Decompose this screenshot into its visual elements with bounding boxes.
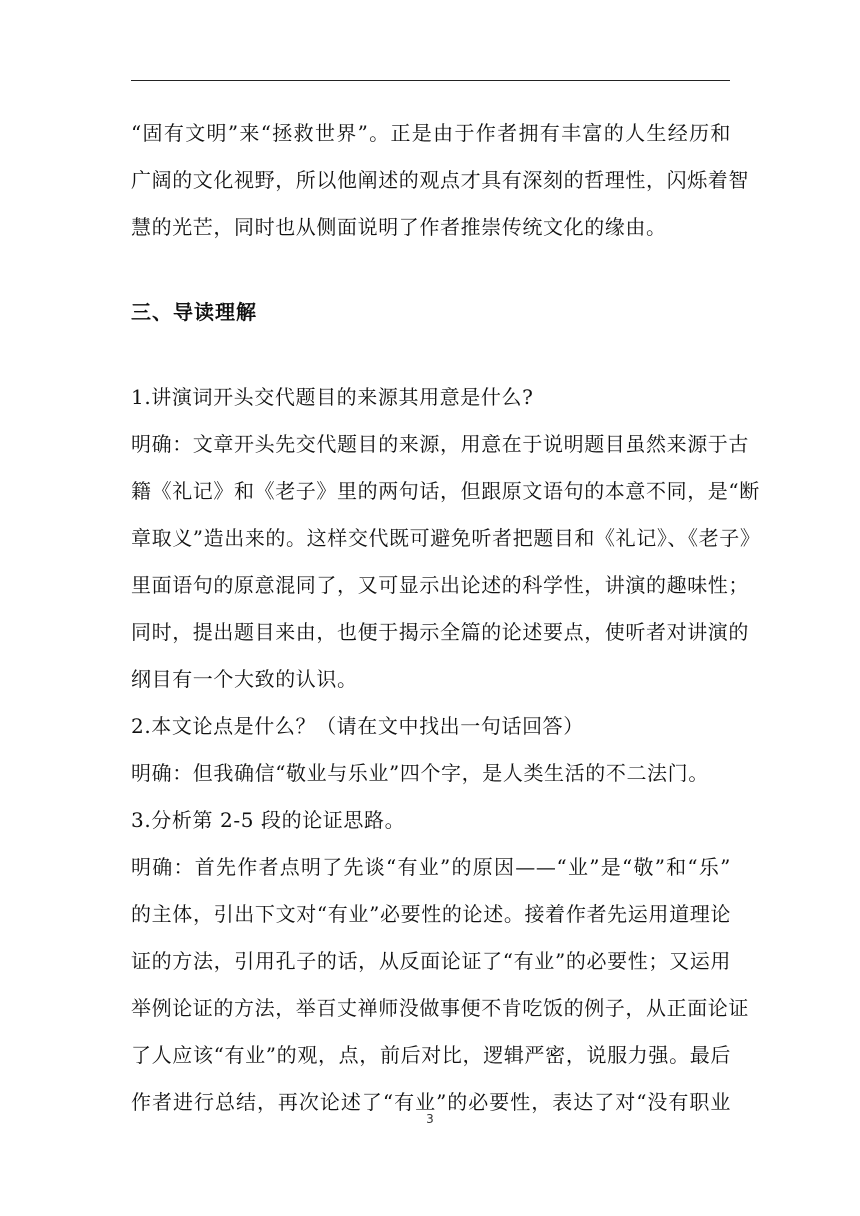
answer-3-line: 举例论证的方法，举百丈禅师没做事便不肯吃饭的例子，从正面论证	[131, 996, 749, 1020]
answer-3-line: 明确：首先作者点明了先谈“有业”的原因——“业”是“敬”和“乐”	[131, 855, 731, 879]
answer-3-line: 了人应该“有业”的观，点，前后对比，逻辑严密，说服力强。最后	[131, 1043, 731, 1067]
answer-1-line: 纲目有一个大致的认识。	[131, 667, 358, 691]
answer-3-line: 证的方法，引用孔子的话，从反面论证了“有业”的必要性；又运用	[131, 949, 731, 973]
paragraph-line: 慧的光芒，同时也从侧面说明了作者推崇传统文化的缘由。	[131, 215, 667, 239]
answer-1-line: 同时，提出题目来由，也便于揭示全篇的论述要点，使听者对讲演的	[131, 620, 749, 644]
paragraph-line: 广阔的文化视野，所以他阐述的观点才具有深刻的哲理性，闪烁着智	[131, 168, 749, 192]
answer-1-line: 里面语句的原意混同了，又可显示出论述的科学性，讲演的趣味性；	[131, 573, 749, 597]
answer-1-line: 籍《礼记》和《老子》里的两句话，但跟原文语句的本意不同，是“断	[131, 479, 760, 503]
paragraph-line: “固有文明”来“拯救世界”。正是由于作者拥有丰富的人生经历和	[131, 121, 731, 145]
answer-3-line: 作者进行总结，再次论述了“有业”的必要性，表达了对“没有职业	[131, 1090, 731, 1114]
answer-1-line: 明确：文章开头先交代题目的来源，用意在于说明题目虽然来源于古	[131, 432, 749, 456]
answer-1-line: 章取义”造出来的。这样交代既可避免听者把题目和《礼记》、《老子》	[131, 526, 761, 550]
section-heading: 三、导读理解	[131, 300, 257, 324]
page-content	[131, 110, 761, 1126]
answer-3-line: 的主体，引出下文对“有业”必要性的论述。接着作者先运用道理论	[131, 902, 731, 926]
page-number: 3	[426, 1112, 434, 1126]
header-rule	[131, 80, 730, 81]
question-3: 3.分析第 2-5 段的论证思路。	[131, 808, 406, 832]
question-2: 2.本文论点是什么？（请在文中找出一句话回答）	[131, 714, 584, 738]
question-1: 1.讲演词开头交代题目的来源其用意是什么?	[131, 385, 534, 409]
answer-2: 明确：但我确信“敬业与乐业”四个字，是人类生活的不二法门。	[131, 761, 709, 785]
